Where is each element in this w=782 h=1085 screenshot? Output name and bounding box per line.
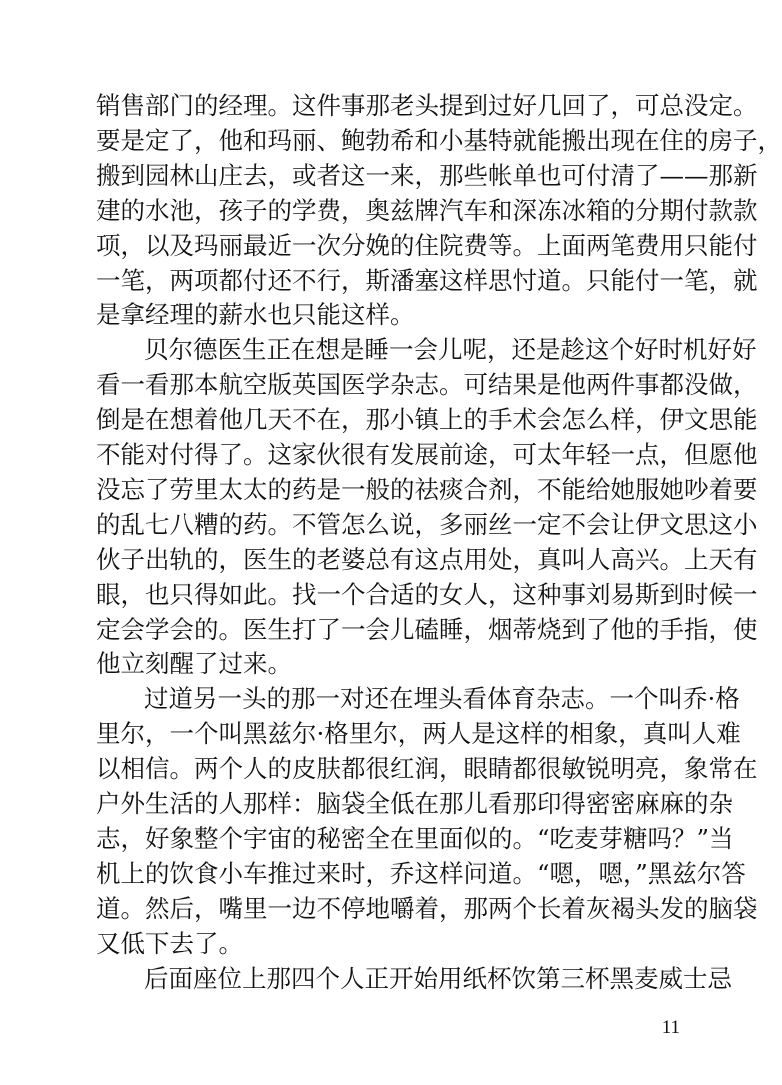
text-line: 是拿经理的薪水也只能这样。 — [96, 300, 415, 329]
text-line: 一笔，两项都付还不行，斯潘塞这样思忖道。只能付一笔，就 — [96, 266, 758, 295]
page-number: 11 — [661, 1017, 680, 1038]
text-line: 他立刻醒了过来。 — [96, 649, 292, 678]
text-line: 倒是在想着他几天不在，那小镇上的手术会怎么样，伊文思能 — [96, 405, 758, 434]
text-line: 销售部门的经理。这件事那老头提到过好几回了，可总没定。 — [96, 91, 758, 120]
text-line: 项，以及玛丽最近一次分娩的住院费等。上面两笔费用只能付 — [96, 231, 758, 260]
text-line: 志，好象整个宇宙的秘密全在里面似的。“吃麦芽糖吗？”当 — [96, 824, 734, 853]
text-line: 看一看那本航空版英国医学杂志。可结果是他两件事都没做， — [96, 370, 758, 399]
text-line: 以相信。两个人的皮肤都很红润，眼睛都很敏锐明亮，象常在 — [96, 754, 758, 783]
text-line: 没忘了劳里太太的药是一般的祛痰合剂，不能给她服她吵着要 — [96, 475, 758, 504]
paragraph-first-line: 后面座位上那四个人正开始用纸杯饮第三杯黑麦威士忌 — [144, 964, 732, 993]
text-line: 不能对付得了。这家伙很有发展前途，可太年轻一点，但愿他 — [96, 440, 758, 469]
text-line: 道。然后，嘴里一边不停地嚼着，那两个长着灰褐头发的脑袋 — [96, 894, 758, 923]
text-line: 机上的饮食小车推过来时，乔这样问道。“嗯，嗯，”黑兹尔答 — [96, 859, 746, 888]
paragraph-first-line: 过道另一头的那一对还在埋头看体育杂志。一个叫乔·格 — [144, 684, 740, 713]
text-line: 定会学会的。医生打了一会儿磕睡，烟蒂烧到了他的手指，使 — [96, 615, 758, 644]
text-line: 户外生活的人那样：脑袋全低在那儿看那印得密密麻麻的杂 — [96, 789, 733, 818]
text-line: 眼，也只得如此。找一个合适的女人，这种事刘易斯到时候一 — [96, 580, 758, 609]
text-line: 建的水池，孩子的学费，奥兹牌汽车和深冻冰箱的分期付款款 — [96, 196, 758, 225]
text-line: 搬到园林山庄去，或者这一来，那些帐单也可付清了——那新 — [96, 161, 758, 190]
text-line: 的乱七八糟的药。不管怎么说，多丽丝一定不会让伊文思这小 — [96, 510, 758, 539]
text-line: 伙子出轨的，医生的老婆总有这点用处，真叫人高兴。上天有 — [96, 545, 758, 574]
text-line: 又低下去了。 — [96, 929, 243, 958]
text-line: 里尔，一个叫黑兹尔·格里尔，两人是这样的相象，真叫人难 — [96, 719, 741, 748]
text-line: 要是定了，他和玛丽、鲍勃希和小基特就能搬出现在住的房子， — [96, 126, 782, 155]
paragraph-first-line: 贝尔德医生正在想是睡一会儿呢，还是趁这个好时机好好 — [144, 335, 757, 364]
